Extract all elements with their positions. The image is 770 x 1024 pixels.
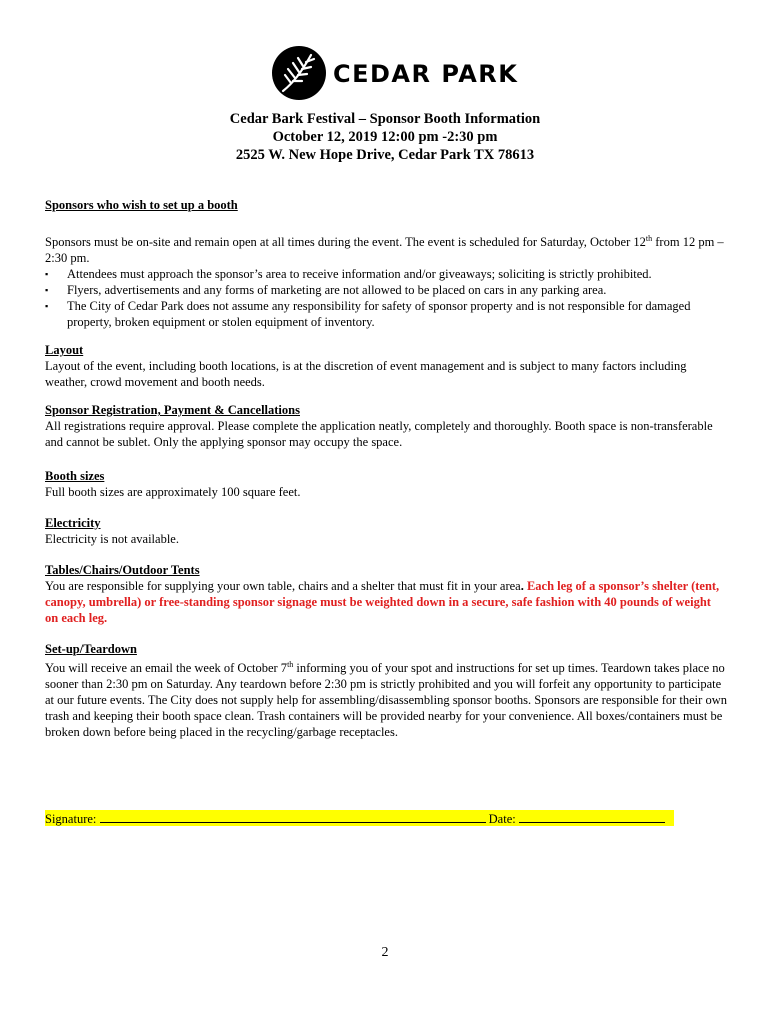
- heading-date: October 12, 2019 12:00 pm -2:30 pm: [272, 129, 498, 145]
- layout-body: Layout of the event, including booth locations, is at the discretion of event management and is subject to many factors including weather, crowd movement and booth needs.: [45, 359, 687, 390]
- heading-address: 2525 W. New Hope Drive, Cedar Park TX 78613: [235, 147, 535, 163]
- section-title-electricity: Electricity: [45, 516, 101, 531]
- electricity-body: Electricity is not available.: [45, 532, 179, 547]
- setup-body-text-end: informing you of your spot and instructions for set up times. Teardown takes place no sooner than 2:30 pm on Saturday. Any teardown before 2:30 pm is strictly prohibited and you will forfeit any opportunity to participate at our future events. The City does not supply help for assembling/disassembling sponsor booths. Sponsors are responsible for their own trash and keeping their booth space clean. Trash containers will be provided nearby for your convenience. All boxes/containers must be broken down before being placed in the recycling/garbage receptacles.: [45, 661, 727, 740]
- sponsors-rules-list: [45, 266, 727, 330]
- date-line[interactable]: [519, 810, 665, 823]
- section-title-sponsors: Sponsors who wish to set up a booth: [45, 198, 238, 212]
- list-item: ▪ The City of Cedar Park does not assume any responsibility for safety of sponsor property and is not responsible for damaged property, broken equipment or stolen equipment of inventory.: [45, 298, 727, 330]
- tables-body: [45, 578, 727, 626]
- sponsors-intro-text: Sponsors must be on-site and remain open at all times during the event. The event is scheduled for Saturday, October 12: [45, 235, 646, 250]
- section-title-setup: Set-up/Teardown: [45, 642, 137, 657]
- section-title-tables: Tables/Chairs/Outdoor Tents: [45, 563, 200, 578]
- signature-label: Signature:: [45, 812, 97, 826]
- list-item: ▪ Attendees must approach the sponsor’s area to receive information and/or giveaways; soliciting is strictly prohibited.: [45, 266, 727, 282]
- document-heading: [0, 110, 770, 164]
- registration-body: All registrations require approval. Please complete the application neatly, completely and thoroughly. Booth space is non-transferable and cannot be sublet. Only the applying sponsor may occupy the space.: [45, 419, 713, 450]
- weight-warning: Each leg of a sponsor’s shelter (tent, canopy, umbrella) or free-standing sponsor signage must be weighted down in a secure, safe fashion with 40 pounds of weight on each leg.: [45, 579, 720, 626]
- setup-body: [45, 657, 727, 740]
- signature-row: [45, 810, 674, 826]
- booth-sizes-body: Full booth sizes are approximately 100 square feet.: [45, 485, 301, 500]
- tables-body-period: .: [520, 579, 524, 594]
- section-title-layout: Layout: [45, 343, 84, 358]
- list-item: ▪ Flyers, advertisements and any forms of marketing are not allowed to be placed on cars in any parking area.: [45, 282, 727, 298]
- sponsors-intro: [45, 231, 727, 266]
- heading-title: Cedar Bark Festival – Sponsor Booth Information: [229, 111, 541, 127]
- sponsors-intro-sup: th: [645, 234, 653, 243]
- document-body: [45, 197, 727, 740]
- page-number: 2: [381, 945, 389, 960]
- cedar-tree-icon: [271, 45, 327, 101]
- signature-line[interactable]: [100, 810, 486, 823]
- tables-body-text: You are responsible for supplying your own table, chairs and a shelter that must fit in your area: [45, 579, 521, 594]
- setup-body-sup: th: [287, 660, 294, 670]
- logo-text: CEDAR PARK: [333, 60, 519, 88]
- date-label: Date:: [488, 812, 516, 826]
- sponsors-intro-text-end: from 12 pm – 2:30 pm.: [45, 235, 724, 266]
- section-title-registration: Sponsor Registration, Payment & Cancellations: [45, 403, 300, 418]
- setup-body-text: You will receive an email the week of October 7: [45, 661, 288, 676]
- section-title-booth-sizes: Booth sizes: [45, 469, 105, 484]
- cedar-park-logo: [271, 45, 518, 101]
